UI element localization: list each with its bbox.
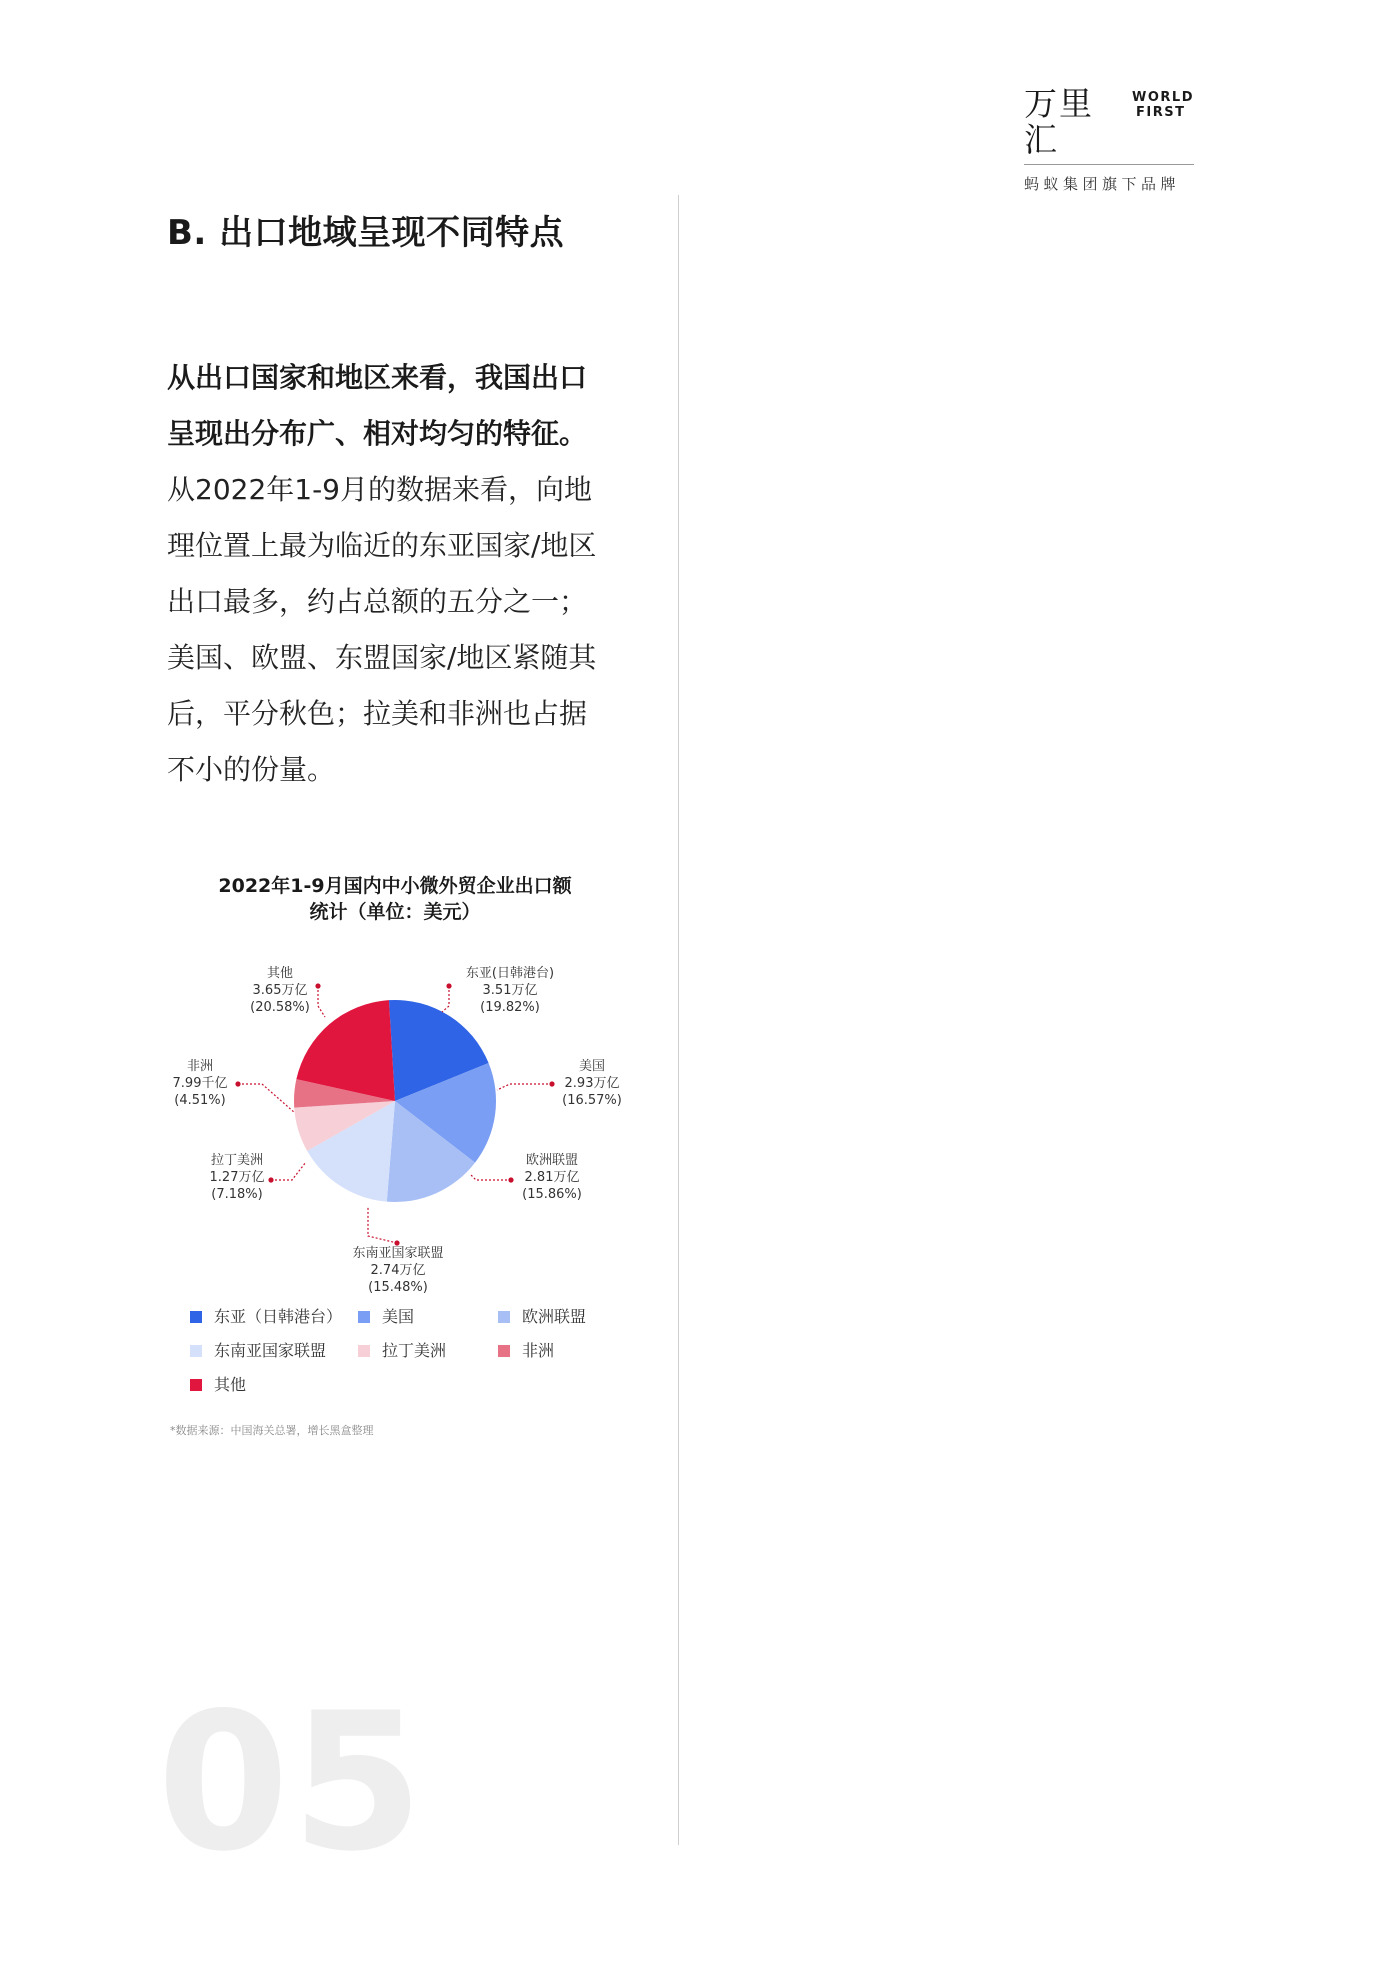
slice-label-name: 东南亚国家联盟: [352, 1246, 444, 1261]
legend-swatch: [358, 1311, 370, 1323]
legend-label: 东南亚国家联盟: [214, 1341, 327, 1360]
slice-label-amount: 2.93万亿: [564, 1076, 620, 1091]
body-line: 后，平分秋色；拉美和非洲也占据: [167, 697, 588, 730]
legend-swatch: [190, 1345, 202, 1357]
chart-title-line2: 统计（单位：美元）: [309, 901, 481, 923]
leader-line: [497, 1084, 552, 1090]
legend-swatch: [190, 1379, 202, 1391]
legend-label: 拉丁美洲: [382, 1341, 447, 1360]
slice-label-name: 欧洲联盟: [525, 1153, 579, 1168]
body-line: 不小的份量。: [167, 753, 336, 786]
slice-label-percent: (15.86%): [522, 1187, 582, 1202]
leader-dot: [549, 1081, 554, 1086]
leader-dot: [394, 1240, 399, 1245]
source-note: *数据来源：中国海关总署，增长黑盒整理: [170, 1424, 374, 1437]
legend-swatch: [498, 1311, 510, 1323]
legend-label: 非洲: [522, 1341, 555, 1360]
legend-swatch: [358, 1345, 370, 1357]
legend-item: [358, 1306, 498, 1328]
legend-label: 美国: [382, 1307, 415, 1326]
brand-name-cn: 万里汇: [1024, 84, 1094, 159]
slice-label-amount: 7.99千亿: [172, 1076, 228, 1091]
legend-item: [498, 1340, 628, 1362]
leader-line: [368, 1207, 397, 1243]
slice-label-percent: (19.82%): [480, 1000, 540, 1015]
body-line: 出口最多，约占总额的五分之一；: [167, 585, 588, 618]
slice-label-name: 其他: [266, 966, 294, 981]
leader-dot: [268, 1177, 273, 1182]
slice-label-amount: 2.74万亿: [370, 1263, 426, 1278]
legend-item: [190, 1340, 358, 1362]
leader-line: [271, 1162, 306, 1180]
legend-item: [190, 1306, 358, 1328]
page-number: 05: [157, 1672, 426, 1893]
body-line: 美国、欧盟、东盟国家/地区紧随其: [167, 641, 597, 674]
leader-dot: [446, 983, 451, 988]
leader-line: [470, 1174, 511, 1180]
body-bold-line: 呈现出分布广、相对均匀的特征。: [167, 417, 588, 450]
legend-swatch: [498, 1345, 510, 1357]
section-title: B. 出口地域呈现不同特点: [167, 213, 565, 253]
chart-title-line1: 2022年1-9月国内中小微外贸企业出口额: [218, 875, 572, 897]
legend-label: 欧洲联盟: [522, 1307, 587, 1326]
brand-tagline: 蚂蚁集团旗下品牌: [1024, 175, 1181, 193]
body-bold-line: 从出口国家和地区来看，我国出口: [167, 361, 588, 394]
chart-legend: [190, 1306, 630, 1396]
leader-dot: [315, 983, 320, 988]
brand-name-en-line1: WORLD: [1132, 90, 1194, 105]
slice-label-percent: (4.51%): [174, 1093, 226, 1108]
slice-label-name: 东亚(日韩港台): [465, 966, 555, 981]
slice-label-name: 拉丁美洲: [210, 1153, 264, 1168]
slice-label-amount: 2.81万亿: [524, 1170, 580, 1185]
body-line: 从2022年1-9月的数据来看，向地: [167, 473, 592, 506]
legend-swatch: [190, 1311, 202, 1323]
body-line: 理位置上最为临近的东亚国家/地区: [167, 529, 597, 562]
brand-name-en-line2: FIRST: [1136, 105, 1186, 120]
legend-label: 其他: [214, 1375, 247, 1394]
leader-line: [318, 986, 325, 1017]
slice-label-amount: 3.65万亿: [252, 983, 308, 998]
slice-label-name: 非洲: [186, 1059, 214, 1074]
slice-label-percent: (20.58%): [250, 1000, 310, 1015]
slice-label-percent: (7.18%): [211, 1187, 263, 1202]
slice-label-amount: 3.51万亿: [482, 983, 538, 998]
slice-label-percent: (16.57%): [562, 1093, 622, 1108]
leader-dot: [508, 1177, 513, 1182]
leader-line: [442, 986, 449, 1012]
leader-dot: [235, 1081, 240, 1086]
slice-label-amount: 1.27万亿: [209, 1170, 265, 1185]
legend-item: [498, 1306, 628, 1328]
leader-line: [238, 1084, 295, 1113]
legend-item: [190, 1374, 358, 1396]
slice-label-percent: (15.48%): [368, 1280, 428, 1295]
slice-label-name: 美国: [578, 1059, 606, 1074]
legend-item: [358, 1340, 498, 1362]
legend-label: 东亚（日韩港台）: [214, 1307, 343, 1326]
